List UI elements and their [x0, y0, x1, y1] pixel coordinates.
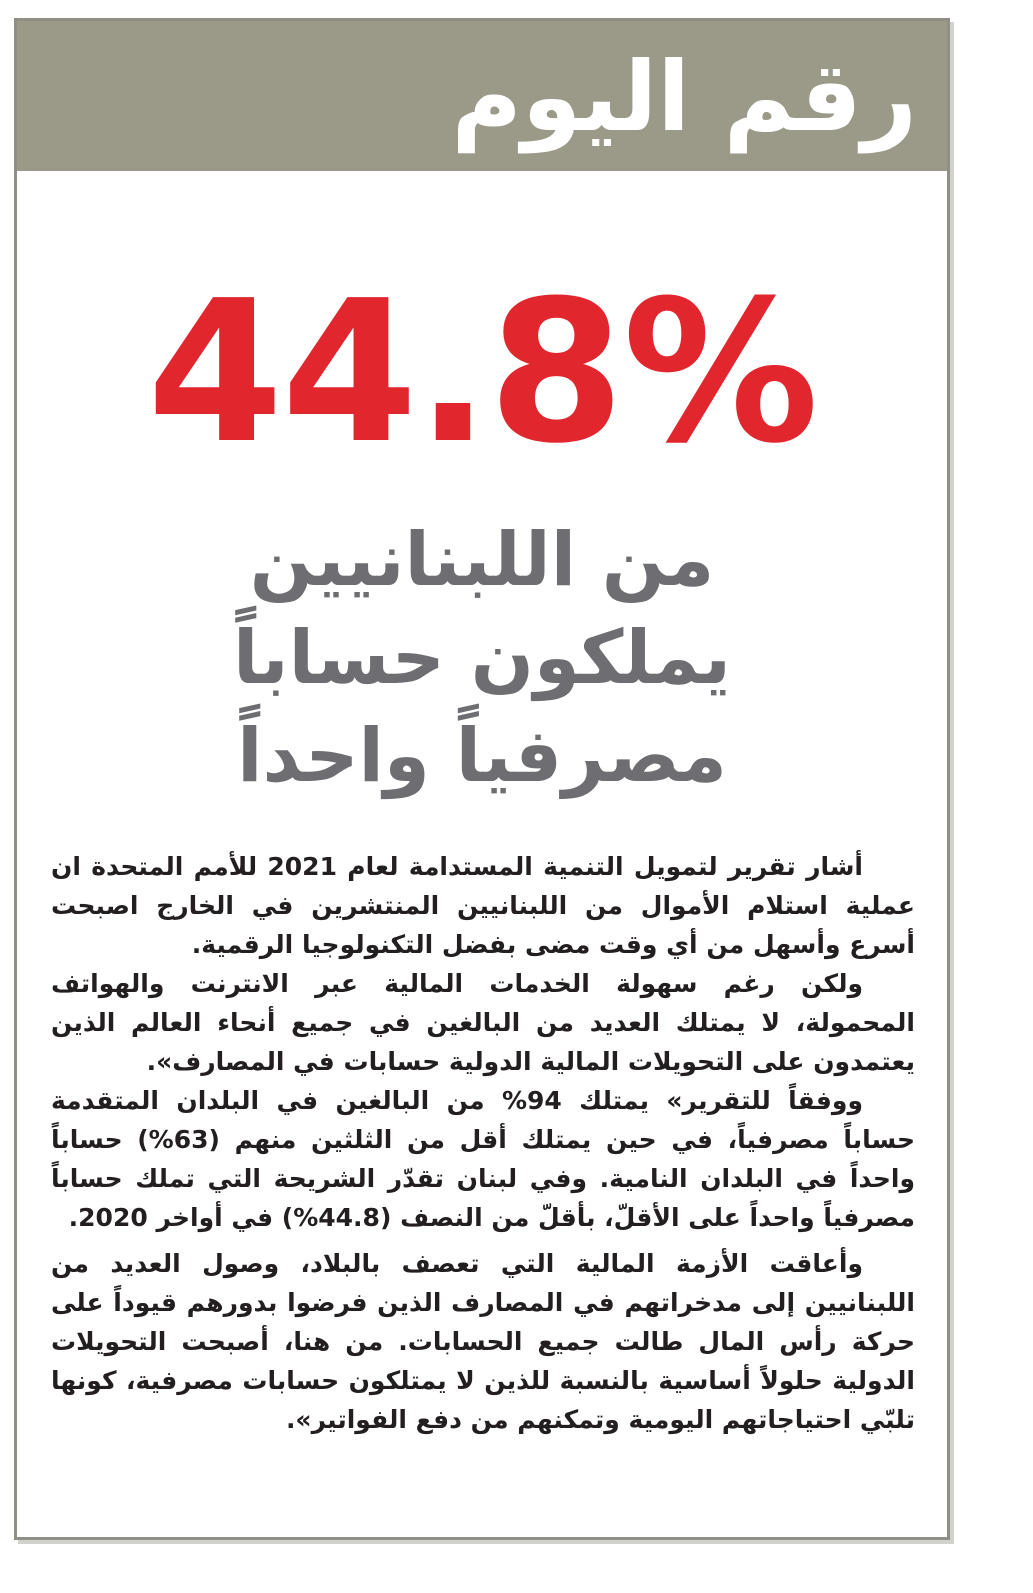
- subtitle-line: من اللبنانيين: [249, 517, 715, 603]
- article-paragraph: ولكن رغم سهولة الخدمات المالية عبر الانترنت والهواتف المحمولة، لا يمتلك العديد من البالغين في جميع أنحاء العالم الذين يعتمدون على التحويلات المالية الدولية حسابات في المصارف».: [51, 969, 915, 1076]
- big-statistic: [17, 253, 947, 493]
- article-box: [14, 18, 950, 1540]
- article-paragraph: أشار تقرير لتمويل التنمية المستدامة لعام 2021 للأمم المتحدة ان عملية استلام الأموال من اللبنانيين المنتشرين في الخارج اصبحت أسرع وأسهل من أي وقت مضى بفضل التكنولوجيا الرقمية.: [51, 852, 915, 959]
- frame-shadow-bottom: [18, 1540, 954, 1544]
- article-body: [51, 847, 915, 1439]
- subtitle-line: يملكون حساباً: [233, 615, 731, 701]
- article-paragraph: وأعاقت الأزمة المالية التي تعصف بالبلاد، وصول العديد من اللبنانيين إلى مدخراتهم في المصارف الذين فرضوا بدورهم قيوداً على حركة رأس المال طالت جميع الحسابات. من هنا، أصبحت التحويلات الدولية حلولاً أساسية بالنسبة للذين لا يمتلكون حسابات مصرفية، كونها تلبّي احتياجاتهم اليومية وتمكنهم من دفع الفواتير».: [51, 1249, 915, 1434]
- headline-subtitle: [17, 511, 947, 805]
- frame-shadow-right: [950, 22, 954, 1542]
- article-paragraph: ووفقاً للتقرير» يمتلك 94% من البالغين في البلدان المتقدمة حساباً مصرفياً، في حين يمتلك أقل من الثلثين منهم (63%) حساباً واحداً في البلدان النامية. وفي لبنان تقدّر الشريحة التي تملك حساباً مصرفياً واحداً على الأقلّ، بأقلّ من النصف (44.8%) في أواخر 2020.: [51, 1086, 916, 1232]
- section-title: رقم اليوم: [451, 41, 917, 153]
- big-statistic-value: 44.8%: [147, 259, 817, 487]
- subtitle-line: مصرفياً واحداً: [237, 713, 727, 799]
- header-bar: [17, 21, 947, 171]
